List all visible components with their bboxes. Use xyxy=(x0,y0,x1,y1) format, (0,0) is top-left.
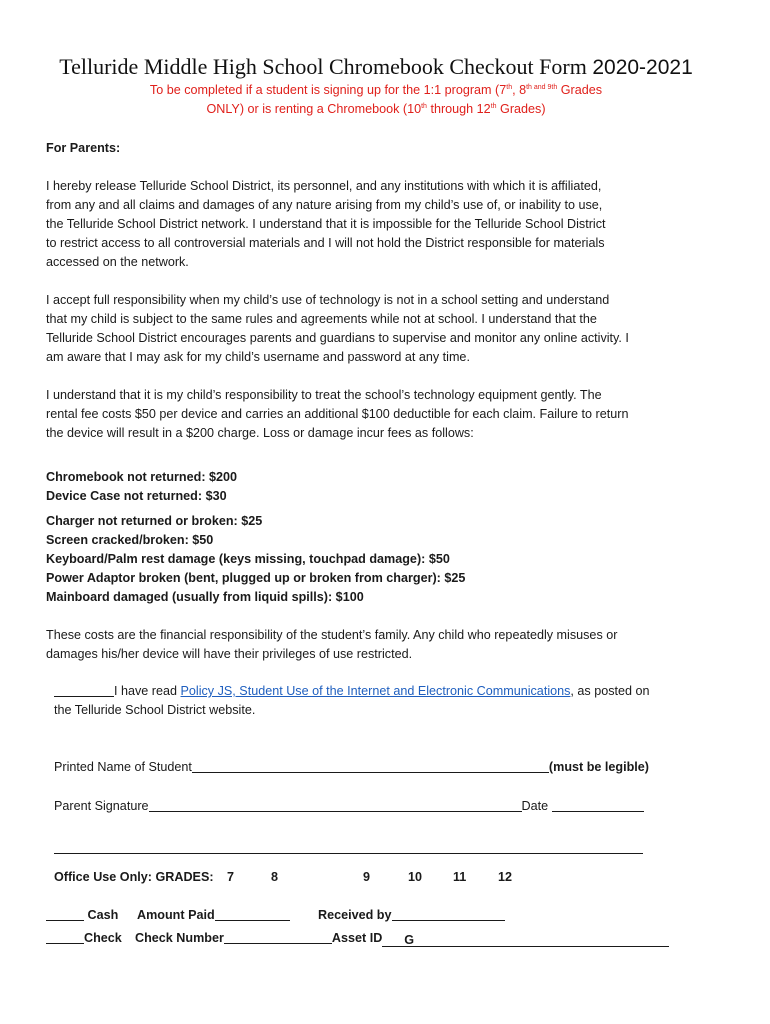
amount-paid-label: Amount Paid xyxy=(137,908,215,922)
text-line: I hereby release Telluride School District, its personnel, and any institutions with which it is affiliated, xyxy=(46,179,602,193)
subtitle-text: ONLY) or is renting a Chromebook (10 xyxy=(206,102,422,116)
subtitle-text: To be completed if a student is signing up for the 1:1 program (7 xyxy=(149,83,507,97)
received-by-field[interactable] xyxy=(392,907,505,921)
subtitle-line-2 xyxy=(0,102,752,116)
text-line: am aware that I may ask for my child’s username and password at any time. xyxy=(46,350,470,364)
parent-signature-row xyxy=(54,798,644,813)
grade-option[interactable]: 8 xyxy=(271,870,279,884)
office-use-label: Office Use Only: GRADES: xyxy=(54,870,214,884)
responsibility-paragraph xyxy=(46,291,706,367)
fee-item: Mainboard damaged (usually from liquid spills): $100 xyxy=(46,590,364,604)
text-line: the device will result in a $200 charge. Loss or damage incur fees as follows: xyxy=(46,426,474,440)
cash-label: Cash xyxy=(87,908,119,922)
received-by-row xyxy=(318,907,505,922)
parent-signature-field[interactable] xyxy=(149,798,522,812)
title-year: 2020-2021 xyxy=(592,56,693,79)
fee-item: Charger not returned or broken: $25 xyxy=(46,514,263,528)
ack-text: , as posted on xyxy=(570,684,650,698)
text-line: accessed on the network. xyxy=(46,255,189,269)
grade-option[interactable]: 11 xyxy=(453,870,467,884)
fee-item: Chromebook not returned: $200 xyxy=(46,470,238,484)
subtitle-text: through 12 xyxy=(426,102,491,116)
fee-list-primary xyxy=(46,468,237,506)
subtitle-text: Grades) xyxy=(496,102,546,116)
received-by-label: Received by xyxy=(318,908,392,922)
cash-row xyxy=(46,907,118,922)
section-heading: For Parents: xyxy=(46,141,121,155)
date-label: Date xyxy=(521,799,552,813)
text-line: from any and all claims and damages of any nature arising from my child’s use of, or inability to use, xyxy=(46,198,603,212)
asset-id-prefix: G xyxy=(404,933,415,947)
student-name-row xyxy=(54,759,649,774)
student-name-field[interactable] xyxy=(192,759,549,773)
text-line: I understand that it is my child’s responsibility to treat the school’s technology equipment gently. The xyxy=(46,388,602,402)
fees-paragraph xyxy=(46,386,706,443)
subtitle-text: Grades xyxy=(557,83,603,97)
text-line: that my child is subject to the same rules and agreements while not at school. I understand that the xyxy=(46,312,597,326)
parent-signature-label: Parent Signature xyxy=(54,799,149,813)
text-line: Telluride School District encourages parents and guardians to supervise and monitor any online activity. I xyxy=(46,331,629,345)
fee-list-damage xyxy=(46,512,465,607)
student-name-label: Printed Name of Student xyxy=(54,760,192,774)
grade-option[interactable]: 10 xyxy=(408,870,423,884)
check-number-field[interactable] xyxy=(224,930,332,944)
grade-option[interactable]: 12 xyxy=(498,870,513,884)
legible-note: (must be legible) xyxy=(548,760,649,774)
superscript: th xyxy=(490,103,497,110)
check-number-label: Check Number xyxy=(135,931,224,945)
ack-line-1 xyxy=(54,682,714,701)
subtitle-line-1 xyxy=(0,83,752,97)
fee-item: Power Adaptor broken (bent, plugged up or broken from charger): $25 xyxy=(46,571,466,585)
check-blank[interactable] xyxy=(46,930,84,944)
fee-item: Device Case not returned: $30 xyxy=(46,489,227,503)
asset-id-field[interactable] xyxy=(382,933,669,947)
text-line: These costs are the financial responsibility of the student’s family. Any child who repeatedly misuses or xyxy=(46,628,618,642)
date-field[interactable] xyxy=(552,798,644,812)
title-main: Telluride Middle High School Chromebook Checkout Form xyxy=(59,54,587,79)
text-line: I accept full responsibility when my child’s use of technology is not in a school setting and understand xyxy=(46,293,610,307)
text-line: the Telluride School District network. I understand that it is impossible for the Telluride School District xyxy=(46,217,606,231)
amount-paid-row xyxy=(137,907,290,922)
form-title xyxy=(0,54,752,80)
asset-id-label: Asset ID xyxy=(331,931,383,945)
release-paragraph xyxy=(46,177,706,272)
policy-acknowledgement xyxy=(54,682,714,720)
text-line: damages his/her device will have their privileges of use restricted. xyxy=(46,647,413,661)
superscript: th and 9th xyxy=(526,84,558,91)
divider-line xyxy=(54,853,643,854)
policy-link[interactable]: Policy JS, Student Use of the Internet and Electronic Communications xyxy=(180,684,571,698)
grade-option[interactable]: 7 xyxy=(227,870,235,884)
superscript: th xyxy=(421,103,427,110)
text-line: to restrict access to all controversial materials and I will not hold the District responsible for materials xyxy=(46,236,605,250)
check-number-row xyxy=(135,930,669,947)
cash-blank[interactable] xyxy=(46,907,84,921)
subtitle-text: , 8 xyxy=(512,83,527,97)
initials-blank[interactable] xyxy=(54,683,114,697)
fee-item: Keyboard/Palm rest damage (keys missing, touchpad damage): $50 xyxy=(46,552,450,566)
superscript: th xyxy=(506,84,513,91)
costs-paragraph xyxy=(46,626,706,664)
check-row xyxy=(46,930,122,945)
ack-text: I have read xyxy=(114,684,181,698)
text-line: rental fee costs $50 per device and carries an additional $100 deductible for each claim. Failure to return xyxy=(46,407,629,421)
fee-item: Screen cracked/broken: $50 xyxy=(46,533,214,547)
check-label: Check xyxy=(84,931,122,945)
ack-line-2: the Telluride School District website. xyxy=(54,703,256,717)
amount-paid-field[interactable] xyxy=(215,907,290,921)
grade-option[interactable]: 9 xyxy=(363,870,371,884)
